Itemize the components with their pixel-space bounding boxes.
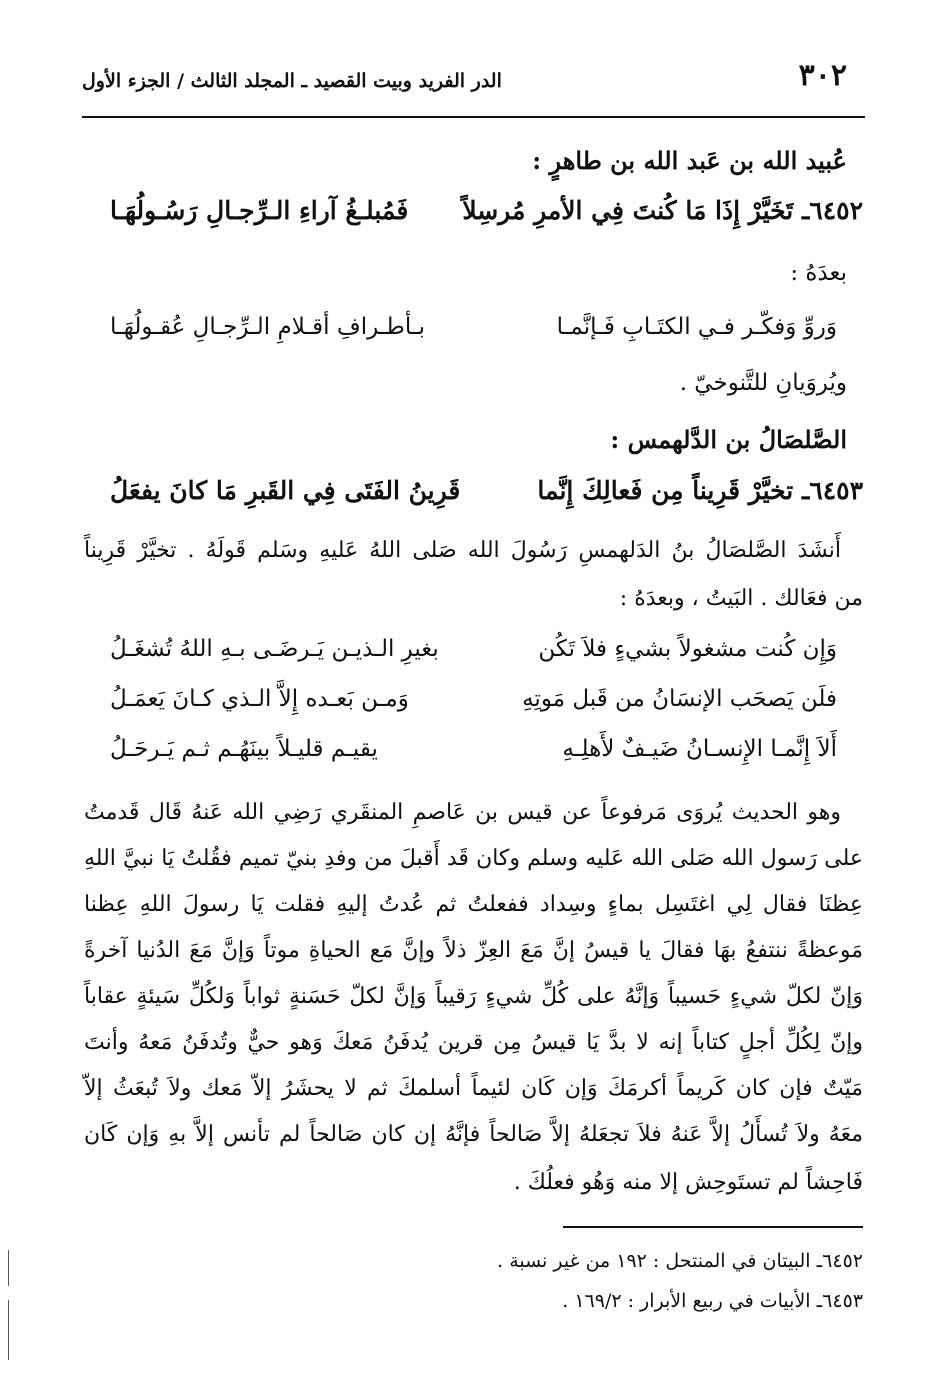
poet-name: عُبيد الله بن عَبد الله بن طاهرٍ :	[532, 146, 847, 175]
verse-second-hemistich: يقيـم قليـلاً بينَهُـم ثـم يَـرحَـلُ	[110, 736, 378, 762]
prose-line: وإنّ لِكُلِّ أجلٍ كتاباً إنه لا بدَّ يَا قيسُ مِن قرين يُدفَنُ مَعكَ وَهو حيٌّ وتُدفَنُ مَعهُ وأنتَ	[84, 1030, 863, 1055]
verse-first-hemistich: ٦٤٥٣ـ تخيَّرْ قَرِيناً مِن فَعالِكَ إِنَّما	[537, 476, 863, 505]
verse-first-hemistich: وَروِّ وَفكّـر فـي الكتَـابِ فَـإنَّمـا	[556, 314, 837, 340]
verse-first-hemistich: وَإِن كُنت مشغولاً بشيءٍ فلاَ تَكُن	[538, 636, 837, 662]
prose-line: وهو الحديث يُروَى مَرفوعاً عن قيس بن عَاصمِ المنقَري رَضِي الله عَنهُ قَال قَدمتُ	[84, 800, 841, 825]
poet-name: الصَّلصَالُ بن الدَّلهمس :	[610, 425, 847, 454]
verse-line	[110, 686, 837, 730]
scan-edge-mark	[8, 1300, 9, 1360]
page-number: ٣٠٢	[798, 58, 847, 93]
prose-line: مَيّتٌ فإن كان كَريماً أكرمَكَ وَإن كَان لئيماً أسلمكَ ثم لا يحشَرُ إلاّ مَعك ولاَ تُبعَثُ إلاّ	[84, 1076, 863, 1101]
verse-first-hemistich: فلَن يَصحَب الإنسَانُ من قَبل مَوتِهِ	[522, 686, 837, 712]
prose-line: أَنشَدَ الصَّلصَالُ بنُ الدَلهمسِ رَسُولَ الله صَلى اللهُ عَليهِ وسَلم قَولَهُ . تخيَّرْ قَرِيناً	[84, 538, 841, 563]
footnote-rule	[563, 1226, 863, 1228]
footnote: ٦٤٥٢ـ البيتان في المنتحل : ١٩٢ من غير نسبة .	[497, 1250, 863, 1272]
verse-line	[110, 736, 837, 780]
verse-first-hemistich: ٦٤٥٢ـ تَخَيَّرْ إِذَا مَا كُنتَ فِي الأمرِ مُرسِلاً	[462, 196, 863, 225]
verse-number: ٦٤٥٣ـ	[801, 476, 863, 505]
prose-line: عِظنَا فقال لِي اغتَسِل بماءٍ وسِداد ففعلتُ ثم عُدتُ إليهِ فقلت يَا رسولَ اللهِ عِظنا	[84, 892, 863, 917]
verse-number: ٦٤٥٢ـ	[801, 196, 863, 225]
header-rule	[82, 116, 865, 118]
after-label: بعدَهُ :	[790, 260, 847, 286]
prose-line: فَاحِشاً لم تستَوحِش إلا منه وَهُو فعلُكَ .	[513, 1170, 863, 1195]
prose-line: على رَسول الله صَلى الله عَليه وسلم وكان قَد أَقبلَ من وفدِ بنيّ تميم فقُلتُ يَا نبيَّ اللهِ	[84, 846, 863, 871]
scan-edge-mark	[8, 1250, 9, 1286]
verse-6452	[110, 196, 863, 240]
prose-line: معَهُ ولاَ تُسأَلُ إلاَّ عَنهُ فلاَ تجعَلهُ إلاَّ صَالحاً فإنَّهُ إن كان صَالحاً لم تأنس إلاَّ بهِ وَإن كَان	[84, 1122, 863, 1147]
verse-first-hemistich: أَلاَ إِنَّمـا الإِنسـانُ ضَيـفٌ لأَهلِـهِ	[562, 736, 837, 762]
verse-second-hemistich: فَمُبلـغُ آراءِ الـرِّجـالِ رَسُـولُهَـا	[110, 196, 409, 225]
footnote: ٦٤٥٣ـ الأبيات في ربيع الأبرار : ١٦٩/٢ .	[562, 1290, 863, 1312]
running-title: الدر الفريد وبيت القصيد ـ المجلد الثالث / الجزء الأول	[82, 70, 502, 92]
verse-line	[110, 314, 837, 358]
prose-line: من فعَالك . البَيتُ ، وبعدَهُ :	[619, 586, 863, 611]
verse-line	[110, 636, 837, 680]
attribution-note: ويُروَيانِ للتَّنوخيّ .	[679, 370, 847, 396]
verse-second-hemistich: بـأطـرافِ أقـلامِ الـرِّجـالِ عُقـولُهَـا	[110, 314, 425, 340]
verse-6453	[110, 476, 863, 520]
verse-second-hemistich: بغيرِ الـذيـن يَـرضَـى بـهِ اللهُ تُشغَـلُ	[110, 636, 439, 662]
prose-line: وَإنّ لكلّ شيءٍ حَسيباً وَإنَّهُ على كُلِّ شيءٍ رَقيباً وَإنَّ لكلّ حَسَنةٍ ثواباً وَلكُلِّ سَيئةٍ عقاباً	[84, 984, 863, 1009]
verse-second-hemistich: قَرِينُ الفَتَى فِي القَبرِ مَا كانَ يفعَلُ	[110, 476, 461, 505]
prose-line: مَوعظةً ننتفعُ بهَا فقالَ يا قيسُ إنَّ مَعَ العِزّ ذلاً وإنَّ مَع الحياةِ موتاً وَإنَّ مَعَ الدُنيا آخرةً	[84, 938, 863, 963]
verse-second-hemistich: وَمـن بَعـده إِلاَّ الـذي كـانَ يَعمَـلُ	[110, 686, 409, 712]
